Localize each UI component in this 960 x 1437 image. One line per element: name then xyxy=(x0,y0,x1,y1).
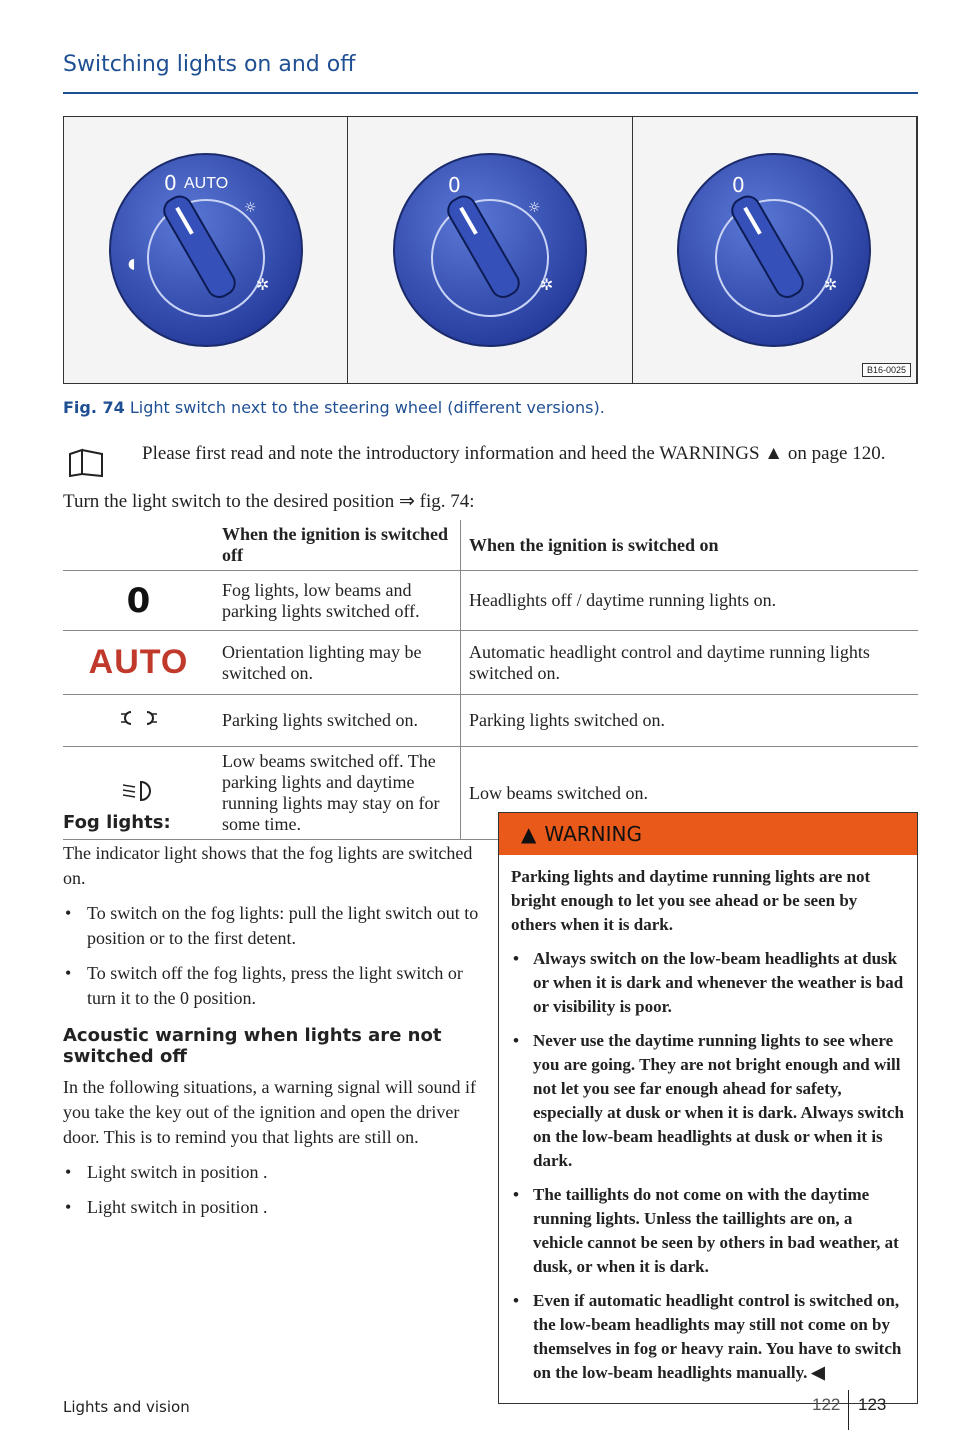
low-beam-icon xyxy=(121,779,157,803)
warning-intro: Parking lights and daytime running lights are not bright enough to let you see ahead or be seen by others when it is dark. xyxy=(511,867,871,934)
book-icon xyxy=(68,448,104,478)
svg-text:☼: ☼ xyxy=(527,200,541,216)
cell-off: Low beams switched off. The parking lights and daytime running lights may stay on for some time. xyxy=(214,747,461,840)
switch-positions-table xyxy=(63,520,918,840)
svg-text:0: 0 xyxy=(163,171,177,195)
warning-bullet: • Always switch on the low-beam headlights at dusk or when it is dark and whenever the weather is bad or visibility is poor. xyxy=(511,947,905,1019)
title-rule xyxy=(63,92,918,94)
warning-title: WARNING xyxy=(544,822,642,846)
light-switch-basic-icon xyxy=(674,150,874,350)
left-column xyxy=(63,812,483,1230)
cell-on: Parking lights switched on. xyxy=(469,710,665,730)
light-switch-auto-icon xyxy=(106,150,306,350)
page-title: Switching lights on and off xyxy=(63,52,356,77)
figure-caption xyxy=(63,398,605,417)
acoustic-heading: Acoustic warning when lights are not switched off xyxy=(63,1025,442,1067)
table-row xyxy=(63,571,918,631)
fog-heading: Fog lights: xyxy=(63,812,171,833)
table-row xyxy=(63,631,918,695)
end-mark-icon: ◀ xyxy=(811,1363,825,1382)
footer-section: Lights and vision xyxy=(63,1398,190,1416)
header-ignition-off: When the ignition is switched off xyxy=(214,520,461,571)
table-header-row xyxy=(63,520,918,571)
acoustic-bullet: • Light switch in position . xyxy=(63,1160,483,1185)
cell-on: Low beams switched on. xyxy=(469,782,648,803)
light-switch-icon xyxy=(390,150,590,350)
page-separator xyxy=(848,1390,849,1430)
warning-box xyxy=(498,812,918,1404)
page-number-right: 123 xyxy=(858,1395,887,1414)
cell-off: Parking lights switched on. xyxy=(214,695,461,747)
svg-text:0: 0 xyxy=(732,173,746,197)
caption-label: Fig. 74 xyxy=(63,398,125,417)
fog-bullet: • To switch off the fog lights, press the light switch or turn it to the 0 position. xyxy=(63,961,483,1011)
svg-text:AUTO: AUTO xyxy=(183,175,228,192)
acoustic-intro: In the following situations, a warning signal will sound if you take the key out of the ignition and open the driver door. This is to remind you that lights are still on. xyxy=(63,1077,476,1147)
intro-note xyxy=(142,443,885,465)
note-text-after: on page 120. xyxy=(787,443,886,464)
svg-text:☼: ☼ xyxy=(243,200,257,216)
fog-bullet: • To switch on the fog lights: pull the light switch out to position or to the first detent. xyxy=(63,901,483,951)
header-ignition-on: When the ignition is switched on xyxy=(469,534,719,555)
page-number-left: 122 xyxy=(812,1395,841,1414)
svg-text:0: 0 xyxy=(447,173,461,197)
svg-text:✲: ✲ xyxy=(255,275,270,294)
warning-bullet: • Never use the daytime running lights to see where you are going. They are not bright enough and will not let you see far enough ahead for safety, especially at dusk or when it is dark. Always switch on the low-beam headlights at dusk or when it is dark. xyxy=(511,1029,905,1173)
fog-intro: The indicator light shows that the fog lights are switched on. xyxy=(63,843,473,888)
warning-bullet xyxy=(511,1289,905,1385)
note-text-before: Please first read and note the introductory information and heed the WARNINGS xyxy=(142,443,760,464)
caption-text: Light switch next to the steering wheel (different versions). xyxy=(129,398,605,417)
warning-triangle-icon: ▲ xyxy=(521,822,537,846)
acoustic-bullet: • Light switch in position . xyxy=(63,1195,483,1220)
cell-on: Headlights off / daytime running lights on. xyxy=(469,590,777,610)
cell-off: Fog lights, low beams and parking lights switched off. xyxy=(214,571,461,631)
warning-body xyxy=(499,855,917,1403)
figure-code: B16-0025 xyxy=(862,363,911,377)
svg-text:✲: ✲ xyxy=(824,275,838,294)
warning-bullet-text: Even if automatic headlight control is switched on, the low-beam headlights may still not come on by themselves in fog or heavy rain. You have to switch on the low-beam headlights manually. xyxy=(533,1291,902,1382)
warning-triangle-icon: ▲ xyxy=(764,443,784,464)
position-zero-symbol: 0 xyxy=(126,580,151,621)
switch-panel-3 xyxy=(633,117,917,383)
warning-bullet: • The taillights do not come on with the daytime running lights. Unless the taillights are on, a vehicle cannot be seen by others in bad weather, at dusk, or when it is dark. xyxy=(511,1183,905,1279)
turn-instruction: Turn the light switch to the desired position ⇒ fig. 74: xyxy=(63,491,475,512)
switch-panel-1 xyxy=(64,117,348,383)
cell-off: Orientation lighting may be switched on. xyxy=(214,631,461,695)
position-auto-symbol: AUTO xyxy=(88,643,189,681)
table-row xyxy=(63,695,918,747)
switch-panel-2 xyxy=(348,117,632,383)
svg-text:✲: ✲ xyxy=(539,275,554,294)
cell-on: Automatic headlight control and daytime running lights switched on. xyxy=(469,641,870,683)
figure-light-switches xyxy=(63,116,918,384)
svg-text:◖: ◖ xyxy=(127,256,136,272)
parking-lights-icon xyxy=(119,708,159,728)
warning-header xyxy=(499,813,917,855)
